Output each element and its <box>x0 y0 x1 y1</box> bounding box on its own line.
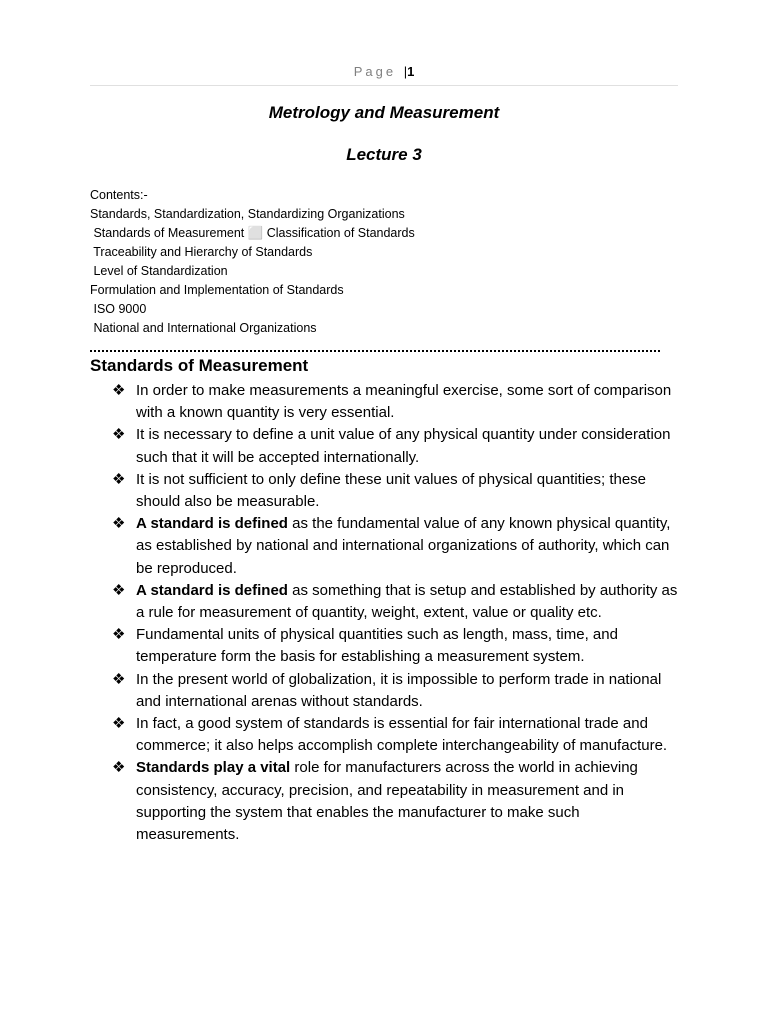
bullet-diamond-icon: ❖ <box>112 515 126 533</box>
bullet-diamond-icon: ❖ <box>112 470 126 488</box>
contents-item: ISO 9000 <box>90 302 147 316</box>
bullet-text: Fundamental units of physical quantities such as length, mass, time, and temperature form the basis for establishing a measurement system. <box>136 626 618 666</box>
lecture-title: Lecture 3 <box>346 145 422 164</box>
bullet-diamond-icon: ❖ <box>112 759 126 777</box>
bullet-text: as something that is setup and established by authority as a rule for measurement of quantity, weight, extent, value or quality etc. <box>136 581 678 622</box>
contents-label: Contents:- <box>90 188 148 202</box>
page-header <box>90 64 678 86</box>
bullet-text: In order to make measurements a meaningful exercise, some sort of comparison with a known quantity is very essential. <box>136 382 672 422</box>
contents-item: Standards, Standardization, Standardizing Organizations <box>90 207 405 221</box>
bullet-text: It is necessary to define a unit value of any physical quantity under consideration such that it will be accepted internationally. <box>136 426 671 466</box>
dotted-divider <box>90 342 660 352</box>
contents-item: National and International Organizations <box>90 321 317 335</box>
bullet-diamond-icon: ❖ <box>112 426 126 444</box>
bullet-text: It is not sufficient to only define these unit values of physical quantities; these should also be measurable. <box>136 470 647 511</box>
page-separator: | <box>403 64 408 79</box>
list-item <box>112 380 682 424</box>
bullet-text: role for manufacturers across the world in achieving consistency, accuracy, precision, and repeatability in measurement and in supporting the system that enables the manufacturer to make such measurements. <box>136 759 638 844</box>
contents-item: Traceability and Hierarchy of Standards <box>90 245 313 259</box>
page-number: 1 <box>407 64 415 79</box>
list-item <box>112 580 682 624</box>
bullet-diamond-icon: ❖ <box>112 670 126 688</box>
list-item <box>112 713 682 757</box>
bullet-diamond-icon: ❖ <box>112 715 126 733</box>
contents-block <box>90 186 415 338</box>
contents-item: Formulation and Implementation of Standards <box>90 283 344 297</box>
bullet-diamond-icon: ❖ <box>112 382 126 399</box>
document-title: Metrology and Measurement <box>268 103 500 122</box>
bullet-text: as the fundamental value of any known physical quantity, as established by national and international organizations of authority, which can be reproduced. <box>136 515 671 577</box>
list-item <box>112 513 682 580</box>
bullet-list <box>112 380 682 846</box>
bullet-text: In fact, a good system of standards is essential for fair international trade and commerce; it also helps accomplish complete interchangeability of manufacture. <box>136 715 668 755</box>
contents-item: Level of Standardization <box>90 264 228 278</box>
page-label: Page <box>353 64 397 79</box>
bullet-text: In the present world of globalization, it is impossible to perform trade in national and international arenas without standards. <box>136 670 662 710</box>
list-item <box>112 424 682 468</box>
bullet-diamond-icon: ❖ <box>112 626 126 644</box>
list-item <box>112 757 682 846</box>
bullet-diamond-icon: ❖ <box>112 581 126 599</box>
bullet-bold-text: Standards play a vital <box>136 759 291 777</box>
bullet-bold-text: A standard is defined <box>136 515 288 533</box>
list-item <box>112 469 682 513</box>
section-heading: Standards of Measurement <box>90 356 309 375</box>
bullet-bold-text: A standard is defined <box>136 581 288 599</box>
list-item <box>112 669 682 713</box>
contents-item: Standards of Measurement ⬜ Classification of Standards <box>90 226 415 240</box>
list-item <box>112 624 682 668</box>
